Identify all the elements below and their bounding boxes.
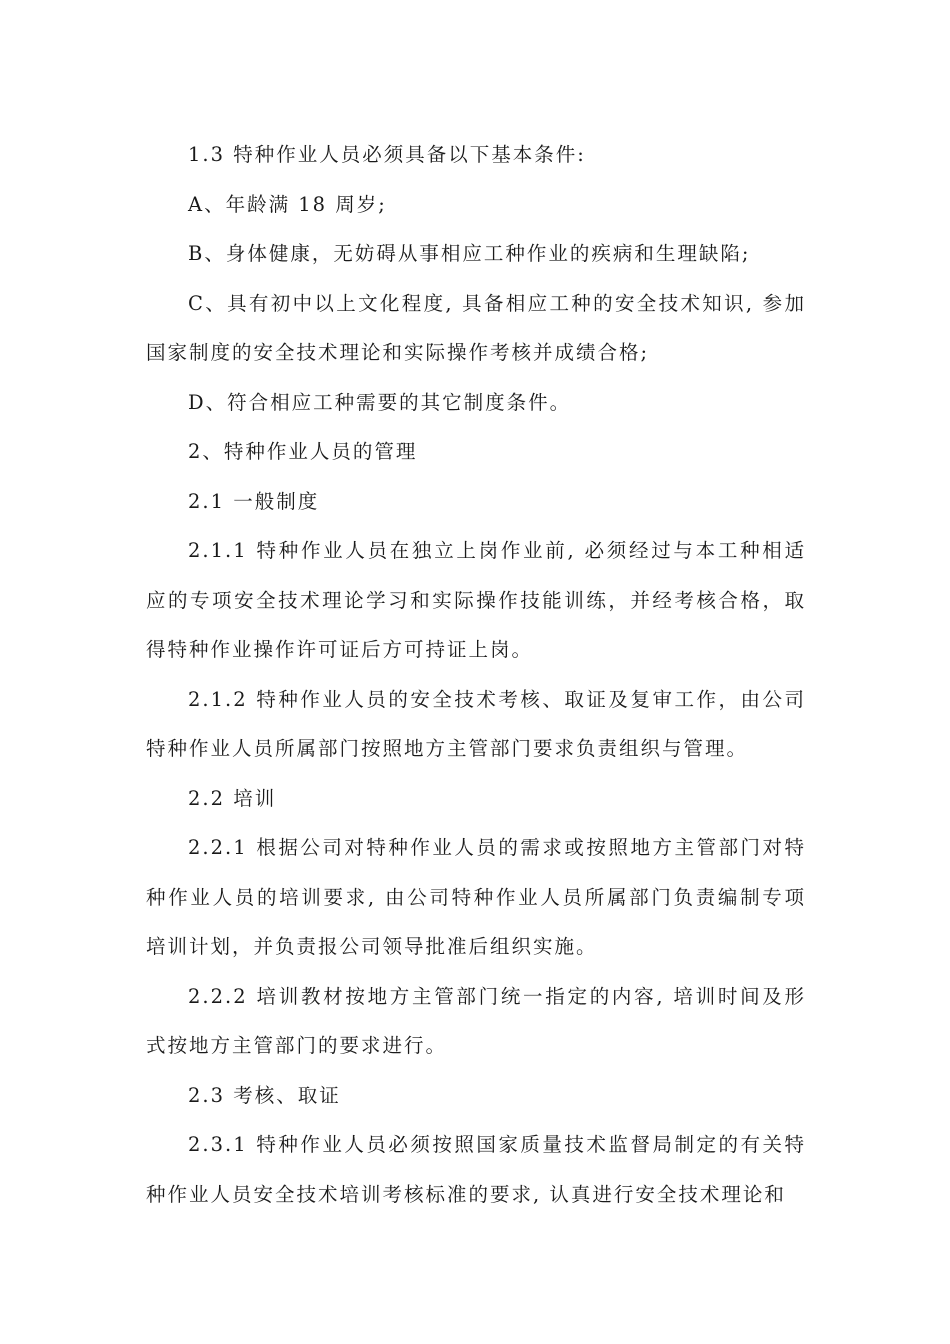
paragraph-condition-c: C、具有初中以上文化程度, 具备相应工种的安全技术知识, 参加国家制度的安全技术理论和实际操作考核并成绩合格; — [146, 291, 806, 364]
section-heading-2-3: 2.3 考核、取证 — [188, 1083, 341, 1107]
section-heading-2-1: 2.1 一般制度 — [188, 489, 320, 513]
paragraph-condition-a: A、年龄满 18 周岁; — [188, 192, 387, 216]
section-heading-2-2: 2.2 培训 — [188, 786, 277, 810]
document-body — [146, 130, 806, 1219]
paragraph-1-3-conditions: 1.3 特种作业人员必须具备以下基本条件: — [188, 143, 586, 166]
paragraph-condition-d: D、符合相应工种需要的其它制度条件。 — [188, 390, 572, 414]
paragraph-2-1-1: 2.1.1 特种作业人员在独立上岗作业前, 必须经过与本工种相适应的专项安全技术理论学习和实际操作技能训练，并经考核合格，取得特种作业操作许可证后方可持证上岗。 — [146, 539, 806, 661]
paragraph-2-2-2: 2.2.2 培训教材按地方主管部门统一指定的内容, 培训时间及形式按地方主管部门的要求进行。 — [146, 984, 806, 1057]
paragraph-condition-b: B、身体健康，无妨碍从事相应工种作业的疾病和生理缺陷; — [188, 242, 751, 265]
paragraph-2-1-2: 2.1.2 特种作业人员的安全技术考核、取证及复审工作，由公司特种作业人员所属部门按照地方主管部门要求负责组织与管理。 — [146, 687, 806, 760]
paragraph-2-3-1: 2.3.1 特种作业人员必须按照国家质量技术监督局制定的有关特种作业人员安全技术培训考核标准的要求, 认真进行安全技术理论和 — [146, 1133, 806, 1206]
paragraph-2-2-1: 2.2.1 根据公司对特种作业人员的需求或按照地方主管部门对特种作业人员的培训要求, 由公司特种作业人员所属部门负责编制专项培训计划，并负责报公司领导批准后组织实施。 — [146, 836, 806, 958]
section-heading-2: 2、特种作业人员的管理 — [188, 440, 418, 463]
